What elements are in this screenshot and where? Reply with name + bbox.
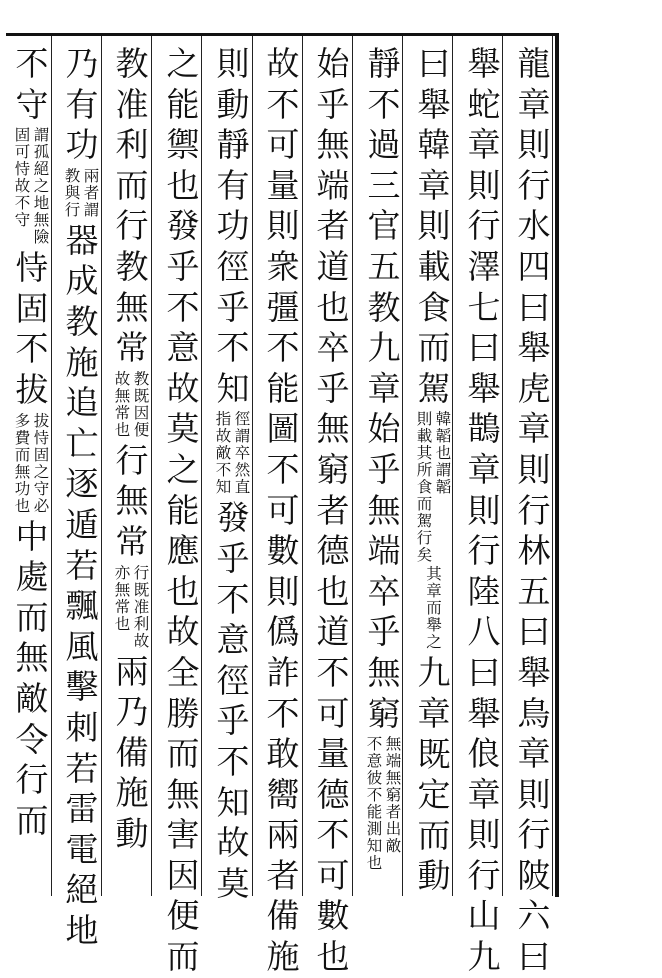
text-column	[7, 44, 57, 890]
main-text: 始 乎 無 端 者 道 也 卒 乎 無 窮 者 德 也 道 不 可 量 德 不 可 數 也	[316, 44, 350, 977]
note-line-right	[0, 127, 1, 365]
main-text: 之 能 禦 也 發 乎 不 意 故 莫 之 能 應 也 故 全 勝 而 無 害 因 便 而	[166, 44, 200, 977]
main-text: 舉 蛇 章 則 行 澤 七 曰 舉 鵲 章 則 行 陸 八 曰 舉 俍 章 則 行 山 九	[467, 44, 501, 977]
main-text	[0, 44, 7, 125]
main-text: 故 不 可 量 則 衆 彊 不 能 圖 不 可 數 則 僞 詐 不 敢 嚮 兩 者 備 施	[266, 44, 300, 977]
main-text	[0, 367, 7, 773]
commentary-note	[0, 127, 7, 365]
main-text: 教 准 利 而 行 教 無 常	[115, 44, 149, 368]
main-text: 九 章 既 定 而 動	[417, 653, 451, 896]
text-column	[509, 44, 559, 977]
text-column	[57, 44, 107, 950]
commentary-note	[409, 566, 459, 651]
note-line-left: 教 與 行	[64, 166, 81, 219]
main-text: 發 乎 不 意 徑 乎 不 知 故 莫	[216, 498, 250, 903]
commentary-note	[7, 127, 57, 246]
frame-top-border	[6, 33, 557, 36]
main-text: 器 成 教 施 追 亡 逐 遁 若 飄 風 擊 刺 若 雷 電 絕 地	[65, 220, 99, 950]
commentary-note	[7, 413, 57, 515]
note-line-right: 韓 韜 也 謂 韜	[435, 410, 452, 497]
note-line-left: 亦 無 常 也	[114, 563, 131, 633]
note-line-right: 行 既 准 利 故	[133, 563, 150, 650]
note-line-left: 多 費 而 無 功 也	[14, 411, 31, 515]
text-column	[258, 44, 308, 977]
main-text: 曰 舉 韓 章 則 載 食 而 駕	[417, 44, 451, 408]
note-line-left: 故 無 常 也	[114, 369, 131, 439]
main-text: 兩 乃 備 施 動	[115, 651, 149, 853]
text-column	[208, 44, 258, 903]
text-column	[459, 44, 509, 977]
main-text: 恃 固 不 拔	[15, 248, 49, 409]
text-column	[409, 44, 459, 896]
note-line-right: 兩 者 謂	[83, 166, 100, 219]
main-text: 龍 章 則 行 水 四 曰 舉 虎 章 則 行 林 五 曰 舉 鳥 章 則 行 陂 六 曰	[517, 44, 551, 977]
text-column	[308, 44, 358, 977]
text-column	[158, 44, 208, 977]
note-line-right: 拔 恃 固 之 守 必	[33, 411, 50, 515]
commentary-note	[57, 168, 107, 219]
note-line-left: 則 載 其 所 食 而 駕 行 矣	[416, 410, 433, 565]
note-line-left: 不 意 彼 不 能 測 知 也	[366, 735, 383, 873]
main-text: 不 守	[15, 44, 49, 124]
text-column	[0, 44, 7, 890]
main-text: 則 動 靜 有 功 徑 乎 不 知	[216, 44, 250, 408]
text-column	[359, 44, 409, 890]
commentary-note	[359, 736, 409, 872]
commentary-note	[208, 411, 258, 496]
commentary-note	[107, 371, 157, 439]
main-text: 中 處 而 無 敵 令 行 而	[15, 516, 49, 840]
main-text: 靜 不 過 三 官 五 教 九 章 始 乎 無 端 卒 乎 無 窮	[367, 44, 401, 733]
text-column	[107, 44, 157, 890]
note-line-right: 其 章 而 舉 之	[426, 565, 442, 652]
note-line-right: 無 端 無 窮 者 出 敵	[385, 735, 402, 856]
note-line-left: 指 故 敵 不 知	[215, 410, 232, 497]
note-line-right: 教 既 因 便	[133, 369, 150, 439]
main-text: 乃 有 功	[65, 44, 99, 165]
note-line-left: 固 可 恃 故 不 守	[14, 126, 31, 230]
commentary-note	[107, 565, 157, 650]
main-text: 行 無 常	[115, 440, 149, 561]
commentary-note	[409, 411, 459, 564]
note-line-right: 謂 孤 絕 之 地 無 險	[33, 126, 50, 247]
note-line-right: 徑 謂 卒 然 直	[234, 410, 251, 497]
